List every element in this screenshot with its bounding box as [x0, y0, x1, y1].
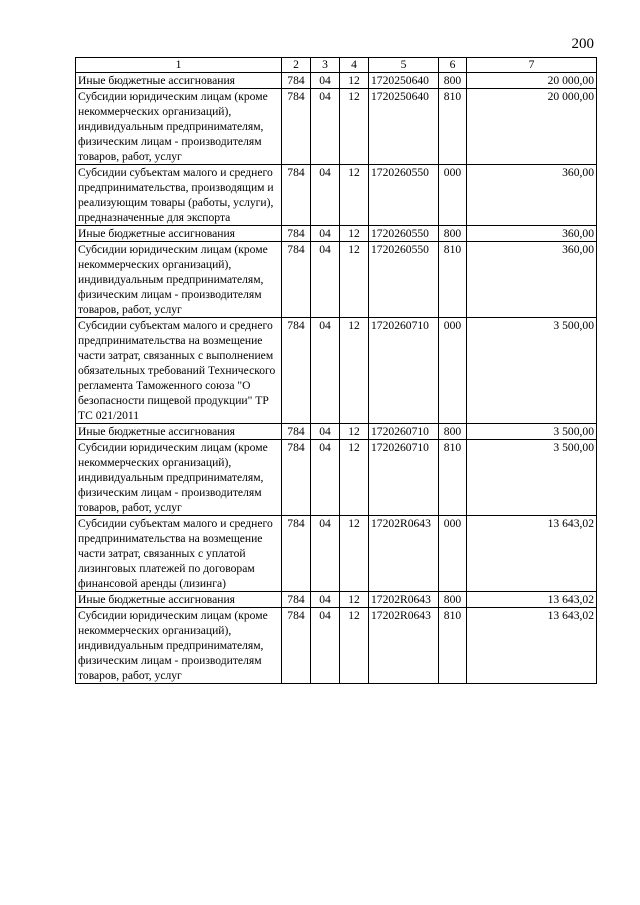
row-amount: 20 000,00 — [467, 89, 597, 165]
column-header: 2 — [282, 58, 311, 73]
row-code-5: 1720250640 — [369, 89, 439, 165]
row-code-4: 12 — [340, 89, 369, 165]
table-row — [76, 440, 597, 516]
row-name: Субсидии юридическим лицам (кроме некоммерческих организаций), индивидуальным предпринимателям, физическим лицам - производителям товаров, работ, услуг — [76, 242, 282, 318]
row-code-6: 810 — [439, 608, 467, 684]
row-code-3: 04 — [311, 242, 340, 318]
row-amount: 360,00 — [467, 226, 597, 242]
row-code-5: 1720260550 — [369, 242, 439, 318]
row-code-6: 810 — [439, 440, 467, 516]
column-header: 1 — [76, 58, 282, 73]
row-code-2: 784 — [282, 516, 311, 592]
row-name: Субсидии юридическим лицам (кроме некоммерческих организаций), индивидуальным предпринимателям, физическим лицам - производителям товаров, работ, услуг — [76, 440, 282, 516]
table-row — [76, 242, 597, 318]
row-amount: 360,00 — [467, 165, 597, 226]
row-name: Иные бюджетные ассигнования — [76, 226, 282, 242]
table-row — [76, 226, 597, 242]
row-code-6: 810 — [439, 89, 467, 165]
row-name: Субсидии субъектам малого и среднего предпринимательства, производящим и реализующим товары (работы, услуги), предназначенные для экспорта — [76, 165, 282, 226]
column-header: 6 — [439, 58, 467, 73]
row-code-2: 784 — [282, 165, 311, 226]
column-header: 3 — [311, 58, 340, 73]
row-code-5: 1720260710 — [369, 424, 439, 440]
row-code-6: 800 — [439, 226, 467, 242]
row-amount: 13 643,02 — [467, 592, 597, 608]
row-code-3: 04 — [311, 608, 340, 684]
row-code-5: 1720260550 — [369, 165, 439, 226]
table-row — [76, 608, 597, 684]
row-code-5: 1720260550 — [369, 226, 439, 242]
row-code-4: 12 — [340, 73, 369, 89]
table-row — [76, 165, 597, 226]
row-code-2: 784 — [282, 226, 311, 242]
row-code-5: 17202R0643 — [369, 592, 439, 608]
row-amount: 13 643,02 — [467, 516, 597, 592]
table-row — [76, 89, 597, 165]
row-amount: 13 643,02 — [467, 608, 597, 684]
row-name: Иные бюджетные ассигнования — [76, 592, 282, 608]
row-code-3: 04 — [311, 73, 340, 89]
row-code-4: 12 — [340, 592, 369, 608]
row-code-4: 12 — [340, 424, 369, 440]
row-code-4: 12 — [340, 242, 369, 318]
table-row — [76, 424, 597, 440]
row-code-4: 12 — [340, 440, 369, 516]
row-code-3: 04 — [311, 165, 340, 226]
row-code-2: 784 — [282, 73, 311, 89]
column-header: 4 — [340, 58, 369, 73]
row-code-5: 1720260710 — [369, 440, 439, 516]
row-code-6: 800 — [439, 73, 467, 89]
table-row — [76, 516, 597, 592]
row-name: Иные бюджетные ассигнования — [76, 73, 282, 89]
table-row — [76, 592, 597, 608]
row-code-6: 800 — [439, 592, 467, 608]
budget-table — [75, 57, 597, 684]
row-code-4: 12 — [340, 608, 369, 684]
row-name: Субсидии юридическим лицам (кроме некоммерческих организаций), индивидуальным предпринимателям, физическим лицам - производителям товаров, работ, услуг — [76, 89, 282, 165]
row-code-4: 12 — [340, 318, 369, 424]
row-code-3: 04 — [311, 424, 340, 440]
row-amount: 3 500,00 — [467, 440, 597, 516]
row-code-3: 04 — [311, 226, 340, 242]
row-code-6: 000 — [439, 318, 467, 424]
row-amount: 360,00 — [467, 242, 597, 318]
row-code-5: 17202R0643 — [369, 516, 439, 592]
row-amount: 3 500,00 — [467, 424, 597, 440]
row-amount: 20 000,00 — [467, 73, 597, 89]
row-code-4: 12 — [340, 165, 369, 226]
column-header: 7 — [467, 58, 597, 73]
row-code-6: 800 — [439, 424, 467, 440]
row-name: Субсидии субъектам малого и среднего предпринимательства на возмещение части затрат, связанных с выполнением обязательных требований Технического регламента Таможенного союза "О безопасности пищевой продукции" ТР ТС 021/2011 — [76, 318, 282, 424]
row-code-6: 810 — [439, 242, 467, 318]
page-number: 200 — [571, 36, 594, 52]
row-code-2: 784 — [282, 592, 311, 608]
row-code-6: 000 — [439, 165, 467, 226]
row-code-2: 784 — [282, 608, 311, 684]
row-code-4: 12 — [340, 516, 369, 592]
row-code-2: 784 — [282, 318, 311, 424]
row-code-4: 12 — [340, 226, 369, 242]
table-row — [76, 73, 597, 89]
row-code-2: 784 — [282, 440, 311, 516]
row-code-3: 04 — [311, 592, 340, 608]
row-code-3: 04 — [311, 89, 340, 165]
table-header-row — [76, 58, 597, 73]
row-code-3: 04 — [311, 440, 340, 516]
row-code-3: 04 — [311, 318, 340, 424]
row-code-3: 04 — [311, 516, 340, 592]
row-code-5: 1720250640 — [369, 73, 439, 89]
row-code-6: 000 — [439, 516, 467, 592]
table-row — [76, 318, 597, 424]
row-code-2: 784 — [282, 242, 311, 318]
row-code-2: 784 — [282, 424, 311, 440]
row-name: Субсидии юридическим лицам (кроме некоммерческих организаций), индивидуальным предпринимателям, физическим лицам - производителям товаров, работ, услуг — [76, 608, 282, 684]
row-name: Субсидии субъектам малого и среднего предпринимательства на возмещение части затрат, связанных с уплатой лизинговых платежей по договорам финансовой аренды (лизинга) — [76, 516, 282, 592]
row-name: Иные бюджетные ассигнования — [76, 424, 282, 440]
row-code-5: 17202R0643 — [369, 608, 439, 684]
row-amount: 3 500,00 — [467, 318, 597, 424]
row-code-5: 1720260710 — [369, 318, 439, 424]
column-header: 5 — [369, 58, 439, 73]
row-code-2: 784 — [282, 89, 311, 165]
